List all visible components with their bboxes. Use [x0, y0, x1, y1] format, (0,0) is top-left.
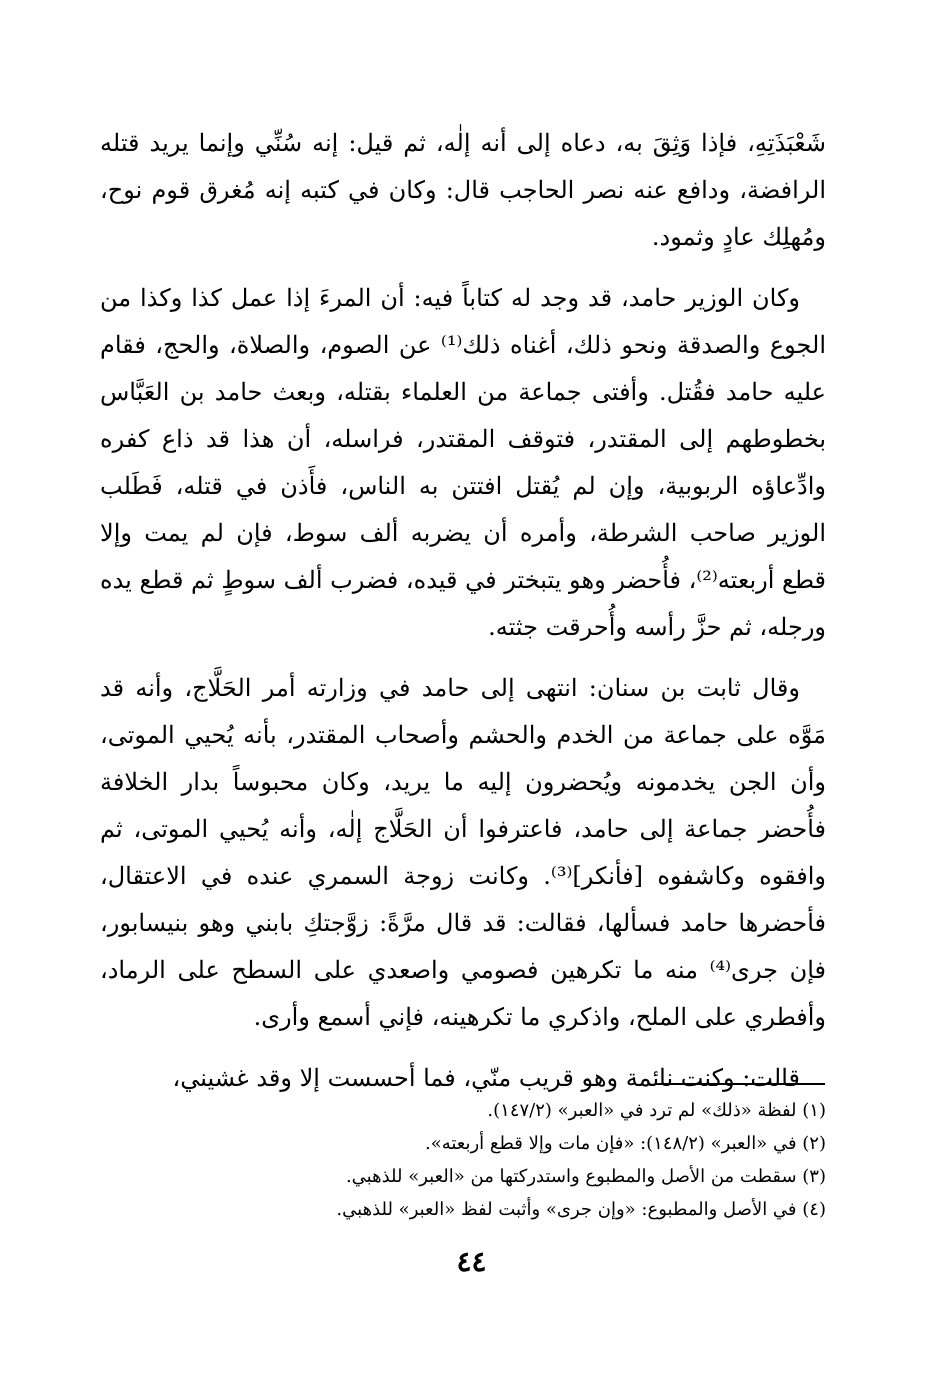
footnote-2: (٢) في «العبر» (١٤٨/٢): «فإن مات وإلا قطع أربعته».: [424, 1133, 826, 1154]
footnote-separator: [655, 1083, 825, 1085]
footnote-3: (٣) سقطت من الأصل والمطبوع واستدركتها من «العبر» للذهبي.: [345, 1166, 826, 1187]
paragraph-3: وقال ثابت بن سنان: انتهى إلى حامد في وزارته أمر الحَلَّاج، وأنه قد مَوَّه على جماعة من الخدم والحشم وأصحاب المقتدر، بأنه يُحيي الموتى، وأن الجن يخدمونه ويُحضرون إليه ما يريد، وكان محبوساً بدار الخلافة فأُحضر جماعة إلى حامد، فاعترفوا أن الحَلَّاج إلٰه، وأنه يُحيي الموتى، ثم وافقوه وكاشفوه [فأنكر]⁽³⁾. وكانت زوجة السمري عنده في الاعتقال، فأحضرها حامد فسألها، فقالت: قد قال مرَّةً: زوَّجتكِ بابني وهو بنيسابور، فإن جرى⁽⁴⁾ منه ما تكرهين فصومي واصعدي على السطح على الرماد، وأفطري على الملح، واذكري ما تكرهينه، فإني أسمع وأرى.: [100, 674, 827, 1031]
paragraph-1: شَعْبَذَتِهِ، فإذا وَثِقَ به، دعاه إلى أنه إلٰه، ثم قيل: إنه سُنِّي وإنما يريد قتله الرافضة، ودافع عنه نصر الحاجب قال: وكان في كتبه إنه مُغرق قوم نوح، ومُهلِك عادٍ وثمود.: [100, 129, 826, 251]
footnote-4: (٤) في الأصل والمطبوع: «وإن جرى» وأثبت لفظ «العبر» للذهبي.: [336, 1199, 826, 1220]
paragraph-4: قالت: وكنت نائمة وهو قريب منّي، فما أحسست إلا وقد غشيني،: [172, 1064, 800, 1092]
page-number: ٤٤: [456, 1245, 487, 1278]
paragraph-2: وكان الوزير حامد، قد وجد له كتاباً فيه: أن المرءَ إذا عمل كذا وكذا من الجوع والصدقة ونحو ذلك، أغناه ذلك⁽¹⁾ عن الصوم، والصلاة، والحج، فقام عليه حامد فقُتل. وأفتى جماعة من العلماء بقتله، وبعث حامد بن العَبَّاس بخطوطهم إلى المقتدر، فتوقف المقتدر، فراسله، أن هذا قد ذاع كفره وادِّعاؤه الربوبية، وإن لم يُقتل افتتن به الناس، فأَذن في قتله، فَطَلب الوزير صاحب الشرطة، وأمره أن يضربه ألف سوط، فإن لم يمت وإلا قطع أربعته⁽²⁾، فأُحضر وهو يتبختر في قيده، فضرب ألف سوطٍ ثم قطع يده ورجله، ثم حزَّ رأسه وأُحرقت جثته.: [100, 284, 826, 641]
main-text: [100, 120, 826, 1102]
footnote-1: (١) لفظة «ذلك» لم ترد في «العبر» (١٤٧/٢).: [487, 1100, 826, 1121]
footnotes: [100, 1094, 826, 1226]
